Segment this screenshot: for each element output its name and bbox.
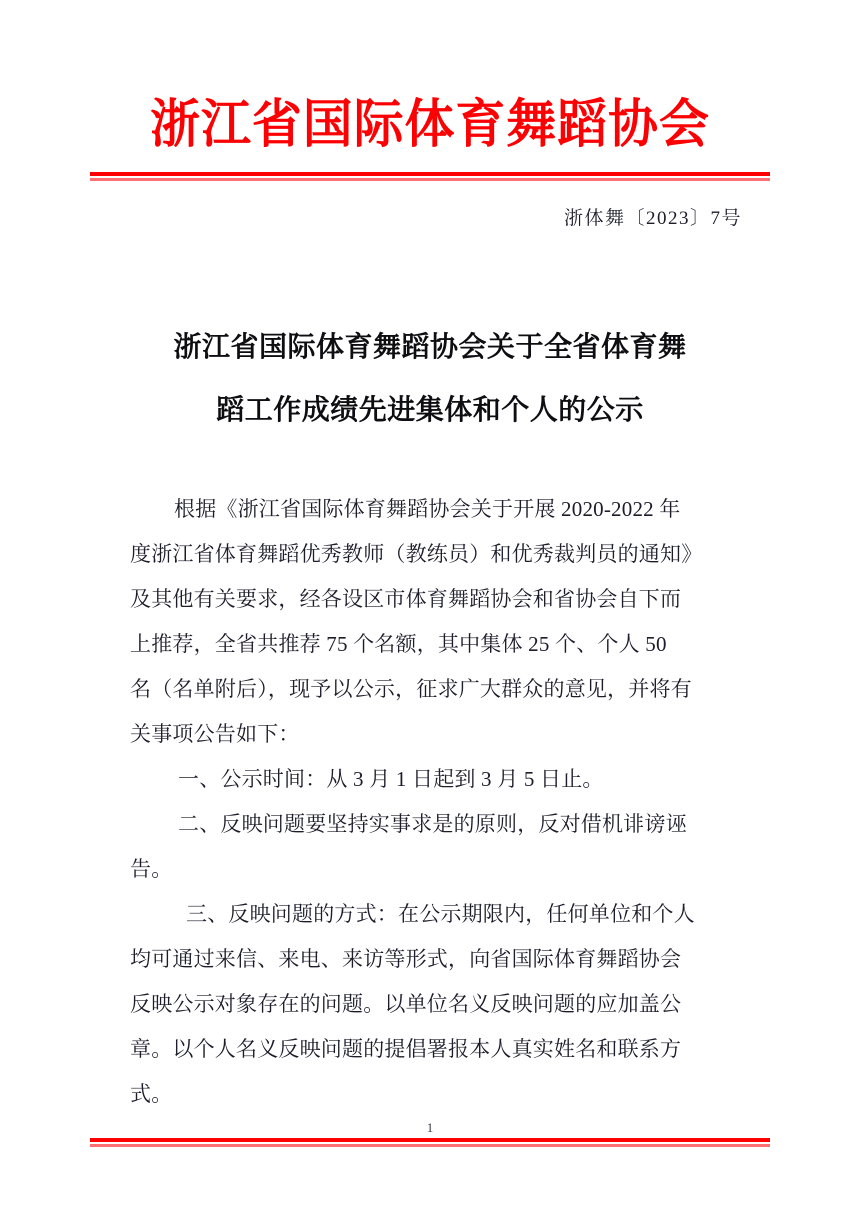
paragraph-1-line-3: 及其他有关要求，经各设区市体育舞蹈协会和省协会自下而 xyxy=(130,587,682,611)
item-3-line-1: 三、反映问题的方式：在公示期限内，任何单位和个人 xyxy=(186,902,695,926)
footer-red-rule xyxy=(90,1138,770,1147)
paragraph-1-line-2: 度浙江省体育舞蹈优秀教师（教练员）和优秀裁判员的通知》 xyxy=(130,542,703,566)
item-1-line-1: 一、公示时间：从 3 月 1 日起到 3 月 5 日止。 xyxy=(178,767,604,791)
footer-rule-thin xyxy=(90,1144,770,1147)
body-item-2 xyxy=(130,802,734,892)
issuing-organization-title: 浙江省国际体育舞蹈协会 xyxy=(150,97,710,154)
masthead xyxy=(0,98,860,154)
paragraph-1-line-1: 根据《浙江省国际体育舞蹈协会关于开展 2020-2022 年 xyxy=(174,497,681,521)
document-title xyxy=(110,316,750,442)
paragraph-1-line-5: 名（名单附后），现予以公示，征求广大群众的意见，并将有 xyxy=(130,677,692,701)
item-3-line-3: 反映公示对象存在的问题。以单位名义反映问题的应加盖公 xyxy=(130,992,682,1016)
document-number: 浙体舞〔2023〕7号 xyxy=(563,208,742,229)
body-item-1 xyxy=(130,757,734,802)
item-3-line-2: 均可通过来信、来电、来访等形式，向省国际体育舞蹈协会 xyxy=(130,947,682,971)
item-2-line-2: 告。 xyxy=(130,857,173,881)
item-3-line-5: 式。 xyxy=(130,1082,173,1106)
document-body xyxy=(130,487,734,1117)
page-number: 1 xyxy=(426,1120,434,1135)
header-rule-thin xyxy=(90,178,770,181)
paragraph-1-line-4: 上推荐，全省共推荐 75 个名额，其中集体 25 个、个人 50 xyxy=(130,632,667,656)
header-red-rule xyxy=(90,172,770,181)
item-3-line-4: 章。以个人名义反映问题的提倡署报本人真实姓名和联系方 xyxy=(130,1037,682,1061)
body-item-3 xyxy=(130,892,734,1117)
document-title-line-1: 浙江省国际体育舞蹈协会关于全省体育舞 xyxy=(173,332,687,363)
item-2-line-1: 二、反映问题要坚持实事求是的原则，反对借机诽谤诬 xyxy=(178,812,687,836)
paragraph-1-line-6: 关事项公告如下： xyxy=(130,722,300,746)
body-paragraph-1 xyxy=(130,487,734,757)
document-title-line-2: 蹈工作成绩先进集体和个人的公示 xyxy=(216,395,644,426)
